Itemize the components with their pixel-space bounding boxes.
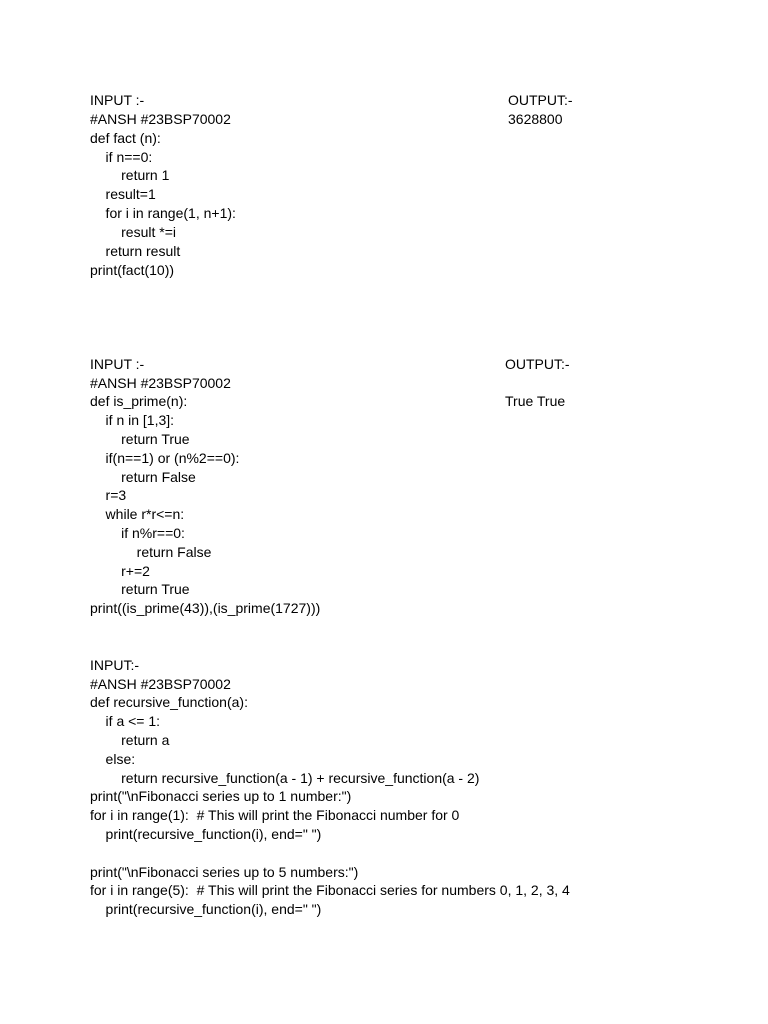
output-label: OUTPUT:- xyxy=(505,356,570,372)
code-line: if n==0: xyxy=(90,149,153,165)
code-line: for i in range(5): # This will print the Fibonacci series for numbers 0, 1, 2, 3, 4 xyxy=(90,882,570,898)
output-value: True True xyxy=(505,393,566,409)
code-line: result *=i xyxy=(90,224,176,240)
code-line: return False xyxy=(90,544,212,560)
code-line: print("\nFibonacci series up to 1 number:") xyxy=(90,788,352,804)
code-line: else: xyxy=(90,751,136,767)
code-line: return recursive_function(a - 1) + recursive_function(a - 2) xyxy=(90,770,480,786)
code-line: if n%r==0: xyxy=(90,525,185,541)
code-line: if a <= 1: xyxy=(90,713,161,729)
code-line: def recursive_function(a): xyxy=(90,694,248,710)
code-line: if n in [1,3]: xyxy=(90,412,175,428)
input-label: INPUT :- xyxy=(90,92,145,108)
code-line: def fact (n): xyxy=(90,130,161,146)
code-line: return result xyxy=(90,243,181,259)
code-line: return 1 xyxy=(90,167,170,183)
code-line: r+=2 xyxy=(90,563,150,579)
code-line: #ANSH #23BSP70002 xyxy=(90,111,231,127)
code-line: def is_prime(n): xyxy=(90,393,188,409)
code-line: print("\nFibonacci series up to 5 numbers:") xyxy=(90,864,359,880)
code-line: return True xyxy=(90,581,190,597)
code-line: print(fact(10)) xyxy=(90,262,175,278)
code-line: print((is_prime(43)),(is_prime(1727))) xyxy=(90,600,321,616)
input-label: INPUT :- xyxy=(90,356,145,372)
code-line: if(n==1) or (n%2==0): xyxy=(90,450,240,466)
code-line: while r*r<=n: xyxy=(90,506,185,522)
code-line: result=1 xyxy=(90,186,156,202)
code-line: return True xyxy=(90,431,190,447)
code-line: print(recursive_function(i), end=" ") xyxy=(90,901,322,917)
output-value: 3628800 xyxy=(508,111,563,127)
code-line: return a xyxy=(90,732,170,748)
code-line: #ANSH #23BSP70002 xyxy=(90,375,231,391)
code-line: #ANSH #23BSP70002 xyxy=(90,676,231,692)
code-line: return False xyxy=(90,469,196,485)
output-label: OUTPUT:- xyxy=(508,92,573,108)
code-line: for i in range(1): # This will print the Fibonacci number for 0 xyxy=(90,807,460,823)
input-label: INPUT:- xyxy=(90,657,139,673)
code-line: for i in range(1, n+1): xyxy=(90,205,236,221)
code-line: r=3 xyxy=(90,487,127,503)
code-line: print(recursive_function(i), end=" ") xyxy=(90,826,322,842)
